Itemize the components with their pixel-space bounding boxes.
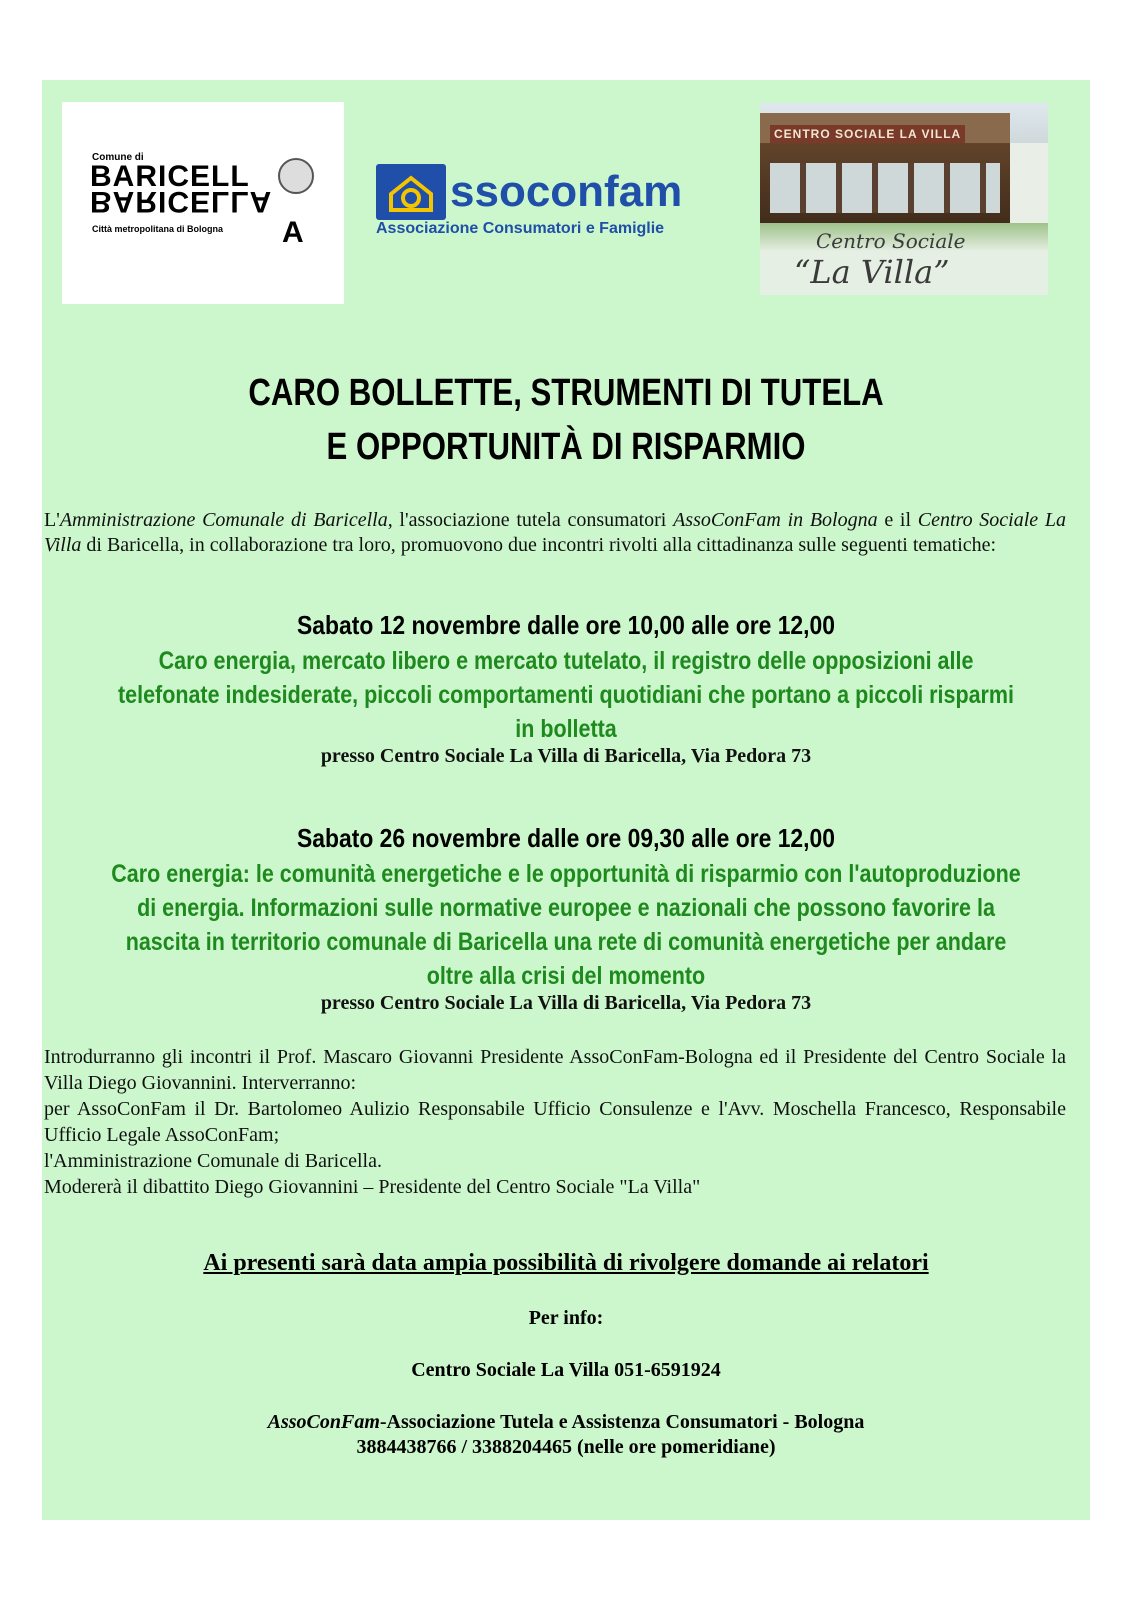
baricella-logo	[62, 102, 344, 304]
session-2-place: presso Centro Sociale La Villa di Baricella, Via Pedora 73	[320, 992, 812, 1014]
photo-sign: CENTRO SOCIALE LA VILLA	[770, 125, 965, 143]
logo-city-text: Città metropolitana di Bologna	[92, 224, 224, 234]
photo-caption-line1: Centro Sociale	[816, 229, 966, 253]
logo-comune-text: Comune di	[92, 152, 144, 163]
info-label: Per info:	[528, 1307, 604, 1329]
assoconfam-name: ssoconfam	[450, 167, 683, 216]
session-1-place: presso Centro Sociale La Villa di Baricella, Via Pedora 73	[320, 745, 812, 767]
title-line-2: E OPPORTUNITÀ DI RISPARMIO	[326, 426, 806, 468]
info-centro: Centro Sociale La Villa 051-6591924	[411, 1359, 721, 1381]
logo-baricella-mirror: BARICELLA	[90, 185, 273, 218]
speakers-line: Introdurranno gli incontri il Prof. Mascaro Giovanni Presidente AssoConFam-Bologna ed il Presidente del Centro Sociale la Villa Diego Giovannini. Interverranno:	[44, 1046, 1066, 1094]
speakers-line: Modererà il dibattito Diego Giovannini – Presidente del Centro Sociale "La Villa"	[44, 1176, 701, 1198]
intro-paragraph: L'Amministrazione Comunale di Baricella, l'associazione tutela consumatori AssoConFam in Bologna e il Centro Sociale La Villa di Baricella, in collaborazione tra loro, promuovono due incontri rivolti alla cittadinanza sulle seguenti tematiche:	[44, 509, 1066, 556]
centro-sociale-photo	[760, 103, 1048, 295]
logo-baricella-last-letter: A	[282, 216, 304, 249]
info-association: AssoConFam-Associazione Tutela e Assistenza Consumatori - Bologna	[267, 1411, 865, 1433]
speakers-line: per AssoConFam il Dr. Bartolomeo Aulizio Responsabile Ufficio Consulenze e l'Avv. Moschella Francesco, Responsabile Ufficio Legale AssoConFam;	[44, 1098, 1066, 1146]
questions-note: Ai presenti sarà data ampia possibilità di rivolgere domande ai relatori	[203, 1250, 929, 1276]
info-phones: 3884438766 / 3388204465 (nelle ore pomeridiane)	[356, 1436, 776, 1458]
session-1-date: Sabato 12 novembre dalle ore 10,00 alle ore 12,00	[297, 610, 835, 640]
assoconfam-logo	[376, 164, 746, 244]
session-1-topic: Caro energia, mercato libero e mercato tutelato, il registro delle opposizioni alle telefonate indesiderate, piccoli comportamenti quotidiani che portano a piccoli risparmi in bolletta	[117, 647, 1015, 743]
assoconfam-subtitle: Associazione Consumatori e Famiglie	[376, 220, 665, 237]
crest-icon	[278, 158, 314, 194]
logo-baricella-name: BARICELL	[90, 160, 250, 193]
session-2-topic: Caro energia: le comunità energetiche e le opportunità di risparmio con l'autoproduzione di energia. Informazioni sulle normative europee e nazionali che possono favorire la nascita in territorio comunale di Baricella una rete di comunità energetiche per andare oltre alla crisi del momento	[111, 860, 1021, 990]
session-2-date: Sabato 26 novembre dalle ore 09,30 alle ore 12,00	[297, 823, 835, 853]
title-line-1: CARO BOLLETTE, STRUMENTI DI TUTELA	[248, 372, 884, 414]
photo-caption-line2: “La Villa”	[794, 253, 950, 291]
house-icon	[376, 164, 446, 220]
speakers-line: l'Amministrazione Comunale di Baricella.	[44, 1150, 382, 1172]
speakers-block	[44, 1044, 1066, 1200]
